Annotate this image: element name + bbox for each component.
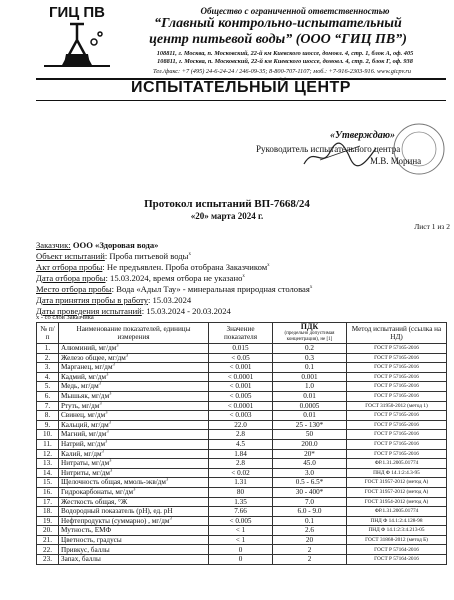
address-line2: 108811, г. Москва, п. Московский, 22-й км Киевского шоссе, домовл. 4, стр. 2, блок Г, оф. 938 — [157, 58, 413, 65]
unit-exponent: 3 — [105, 409, 108, 415]
table-row — [37, 353, 447, 363]
indicator-name — [59, 516, 209, 526]
footnote-mark: х — [242, 274, 245, 280]
unit-exponent: 3 — [108, 419, 111, 425]
row-number: 17. — [37, 497, 59, 507]
test-method: ГОСТ 31950-2012 (метод 1) — [347, 401, 447, 411]
row-number: 22. — [37, 545, 59, 555]
table-row — [37, 478, 447, 488]
test-method: ГОСТ Р 57165-2016 — [347, 391, 447, 401]
indicator-text: Цветность, градусы — [61, 535, 122, 544]
measured-value: 4.5 — [209, 439, 273, 449]
indicator-name — [59, 344, 209, 354]
row-number: 6. — [37, 391, 59, 401]
indicator-name — [59, 487, 209, 497]
row-number: 15. — [37, 478, 59, 488]
indicator-name — [59, 382, 209, 392]
indicator-name — [59, 555, 209, 565]
table-row — [37, 526, 447, 536]
unit-exponent: 3 — [165, 477, 169, 483]
row-number: 16. — [37, 487, 59, 497]
indicator-name — [59, 411, 209, 421]
test-method: ПНД Ф 14.1:2:4.3-95 — [347, 468, 447, 478]
measured-value: < 0.05 — [209, 353, 273, 363]
table-row — [37, 545, 447, 555]
pdk-value: 7.0 — [273, 497, 347, 507]
measured-value: 1.84 — [209, 449, 273, 459]
indicator-text: Магний, мг/дм — [61, 430, 107, 439]
unit-exponent: 3 — [98, 381, 101, 387]
indicator-name — [59, 535, 209, 545]
measured-value: < 0.005 — [209, 391, 273, 401]
center-title: ИСПЫТАТЕЛЬНЫЙ ЦЕНТР — [131, 79, 351, 96]
pdk-value: 0.1 — [273, 363, 347, 373]
table-row — [37, 468, 447, 478]
indicator-name — [59, 420, 209, 430]
approve-label: «Утверждаю» — [330, 130, 396, 141]
indicator-text: Водородный показатель (pH), ед. pH — [61, 507, 173, 516]
indicator-name — [59, 497, 209, 507]
indicator-text: Мутность, ЕМФ — [61, 526, 112, 535]
table-row — [37, 411, 447, 421]
test-method: ФР.1.31.2005.01774 — [347, 459, 447, 469]
indicator-text: Гидрокарбонаты, мг/дм — [61, 488, 134, 496]
table-row — [37, 449, 447, 459]
indicator-name — [59, 353, 209, 363]
logo-text: ГИЦ ПВ — [48, 4, 106, 21]
info-value: : Проба питьевой воды — [104, 251, 189, 261]
info-value: : Вода «Адыл Тау» - минеральная природная столовая — [111, 284, 310, 294]
indicator-name — [59, 430, 209, 440]
info-label: Место отбора пробы — [36, 284, 112, 294]
row-number: 14. — [37, 468, 59, 478]
indicator-text: Марганец, мг/дм — [61, 363, 113, 372]
col-header-num: № п/п — [37, 323, 59, 344]
table-row — [37, 555, 447, 565]
pdk-value: 3.0 — [273, 468, 347, 478]
test-method: ФР.1.31.2005.01774 — [347, 507, 447, 517]
indicator-text: Нефтепродукты (суммарно) , мг/дм — [61, 516, 170, 525]
unit-exponent: 3 — [112, 361, 115, 367]
measured-value: < 0.0001 — [209, 372, 273, 382]
info-line — [36, 284, 312, 294]
indicator-text: Свинец, мг/дм — [61, 411, 106, 420]
footnote-mark: х — [267, 263, 270, 269]
org-name-line2: центр питьевой воды” (ООО “ГИЦ ПВ”) — [149, 32, 407, 47]
test-method: ГОСТ Р 57164-2016 — [347, 545, 447, 555]
row-number: 12. — [37, 449, 59, 459]
table-row — [37, 382, 447, 392]
info-line — [36, 273, 245, 283]
row-number: 2. — [37, 353, 59, 363]
pdk-subtitle-text: (предельно допустимая концентрация), не — [284, 331, 335, 342]
pdk-value: 30 - 400* — [273, 487, 347, 497]
measured-value: < 0.005 — [209, 516, 273, 526]
test-method: ПНД Ф 14.1:2:4.128-98 — [347, 516, 447, 526]
pdk-value: 2 — [273, 555, 347, 565]
measured-value: 80 — [209, 487, 273, 497]
row-number: 3. — [37, 363, 59, 373]
results-table — [36, 322, 447, 565]
measured-value: < 1 — [209, 526, 273, 536]
measured-value: < 0.02 — [209, 468, 273, 478]
footnote: х - со слов Заказчика — [36, 314, 94, 321]
unit-exponent: 3 — [109, 457, 112, 463]
pdk-value: 0.01 — [273, 391, 347, 401]
pdk-value: 0.2 — [273, 344, 347, 354]
test-method: ГОСТ Р 57165-2016 — [347, 353, 447, 363]
info-line — [36, 295, 191, 305]
test-method: ГОСТ Р 57164-2016 — [347, 555, 447, 565]
test-method: ГОСТ Р 57165-2016 — [347, 430, 447, 440]
pdk-value: 0.5 - 6.5* — [273, 478, 347, 488]
pdk-value: 0.001 — [273, 372, 347, 382]
table-row — [37, 420, 447, 430]
indicator-name — [59, 372, 209, 382]
row-number: 18. — [37, 507, 59, 517]
indicator-text: Нитраты, мг/дм — [61, 459, 110, 468]
unit-exponent: 3 — [169, 515, 172, 521]
pdk-value: 0.0005 — [273, 401, 347, 411]
pdk-value: 2.6 — [273, 526, 347, 536]
protocol-date: «20» марта 2024 г. — [190, 211, 264, 221]
address-line1: 108811, г. Москва, п. Московский, 22-й км Киевского шоссе, домовл. 4, стр. 1, блок А, оф. 405 — [156, 50, 414, 57]
pdk-value: 1.0 — [273, 382, 347, 392]
test-method: ГОСТ Р 57165-2016 — [347, 420, 447, 430]
info-label: Объект испытаний — [36, 251, 105, 261]
row-number: 4. — [37, 372, 59, 382]
table-row — [37, 459, 447, 469]
measured-value: < 0.001 — [209, 363, 273, 373]
info-value: : Не предъявлен. Проба отобрана Заказчиком — [102, 262, 268, 272]
indicator-name — [59, 507, 209, 517]
row-number: 10. — [37, 430, 59, 440]
pdk-value: 50 — [273, 430, 347, 440]
indicator-text: Кальций, мг/дм — [61, 420, 109, 429]
pdk-value: 6.0 - 9.0 — [273, 507, 347, 517]
title-divider — [36, 100, 446, 101]
indicator-text: Жесткость общая, °Ж — [61, 497, 128, 506]
row-number: 9. — [37, 420, 59, 430]
test-method: ГОСТ Р 57165-2016 — [347, 449, 447, 459]
indicator-text: Калий, мг/дм — [61, 449, 102, 458]
indicator-text: Щелочность общая, ммоль-экв/дм — [61, 478, 166, 487]
test-method: ГОСТ 31957-2012 (метод А) — [347, 478, 447, 488]
measured-value: 0 — [209, 545, 273, 555]
contacts-line: Тел./факс: +7 (495) 24-6-24-24 / 246-09-35; 8-800-707-1107; моб.: +7-916-2303-916. www.gicpv.ru — [152, 68, 412, 75]
table-row — [37, 430, 447, 440]
indicator-text: Железо общее, мг/дм — [61, 353, 126, 362]
measured-value: 0 — [209, 555, 273, 565]
measured-value: < 1 — [209, 535, 273, 545]
table-row — [37, 507, 447, 517]
indicator-name — [59, 439, 209, 449]
indicator-name — [59, 545, 209, 555]
col-header-value: Значение показателя — [209, 323, 273, 344]
col-header-pdk — [273, 323, 347, 344]
indicator-text: Запах, баллы — [61, 555, 101, 564]
protocol-title: Протокол испытаний ВП-7668/24 — [144, 198, 310, 210]
approver-role: Руководитель испытательного центра — [256, 144, 401, 154]
indicator-text: Натрий, мг/дм — [61, 440, 106, 449]
pdk-value: 200.0 — [273, 439, 347, 449]
indicator-name — [59, 391, 209, 401]
pdk-ref: [1] — [326, 337, 333, 342]
unit-exponent: 3 — [125, 352, 129, 358]
measured-value: 2.8 — [209, 430, 273, 440]
pdk-value: 0.1 — [273, 516, 347, 526]
test-method: ГОСТ Р 57165-2016 — [347, 439, 447, 449]
row-number: 19. — [37, 516, 59, 526]
test-method: ПНД Ф 14.1:2:3:4.213-05 — [347, 526, 447, 536]
unit-exponent: 3 — [109, 467, 113, 473]
measured-value: 22.0 — [209, 420, 273, 430]
table-row — [37, 487, 447, 497]
row-number: 21. — [37, 535, 59, 545]
measured-value: < 0.001 — [209, 382, 273, 392]
indicator-name — [59, 459, 209, 469]
pdk-value: 0.01 — [273, 411, 347, 421]
unit-exponent: 3 — [106, 371, 109, 377]
indicator-name — [59, 363, 209, 373]
info-value: : 15.03.2024 - 20.03.2024 — [141, 306, 231, 316]
indicator-text: Нитриты, мг/дм — [61, 468, 110, 477]
row-number: 11. — [37, 439, 59, 449]
signature — [300, 140, 380, 170]
row-number: 7. — [37, 401, 59, 411]
test-method: ГОСТ Р 57165-2016 — [347, 382, 447, 392]
table-row — [37, 401, 447, 411]
info-label: Дата принятия пробы в работу — [36, 295, 148, 305]
indicator-name — [59, 449, 209, 459]
info-line — [36, 262, 270, 272]
measured-value: 0.015 — [209, 344, 273, 354]
sheet-number: Лист 1 из 2 — [414, 222, 450, 231]
test-method: ГОСТ 31868-2012 (метод Б) — [347, 535, 447, 545]
table-row — [37, 391, 447, 401]
measured-value: 2.8 — [209, 459, 273, 469]
info-line — [36, 251, 191, 261]
info-label: Акт отбора пробы — [36, 262, 103, 272]
table-header-row — [37, 323, 447, 344]
measured-value: 7.66 — [209, 507, 273, 517]
info-value: : 15.03.2024 — [147, 295, 192, 305]
measured-value: 1.31 — [209, 478, 273, 488]
unit-exponent: 3 — [109, 390, 112, 396]
col-header-name: Наименование показателей, единицы измерения — [59, 323, 209, 344]
info-value: ООО «Здоровая вода» — [70, 240, 159, 250]
test-method: ГОСТ 31957-2012 (метод А) — [347, 487, 447, 497]
indicator-text: Медь, мг/дм — [61, 382, 99, 391]
approver-name: М.В. Морина — [370, 156, 422, 166]
col-header-method: Метод испытаний (ссылка на НД) — [347, 323, 447, 344]
info-label: Заказчик: — [36, 240, 71, 250]
row-number: 1. — [37, 344, 59, 354]
row-number: 20. — [37, 526, 59, 536]
info-label: Дата отбора пробы — [36, 273, 106, 283]
measured-value: < 0.003 — [209, 411, 273, 421]
indicator-name — [59, 468, 209, 478]
table-row — [37, 497, 447, 507]
row-number: 5. — [37, 382, 59, 392]
table-row — [37, 516, 447, 526]
pdk-title: ПДК — [300, 322, 319, 331]
info-line — [36, 240, 158, 250]
indicator-text: Кадмий, мг/дм — [61, 372, 107, 381]
pdk-value: 2 — [273, 545, 347, 555]
indicator-text: Ртуть, мг/дм — [61, 401, 100, 410]
unit-exponent: 3 — [133, 486, 136, 492]
test-method: ГОСТ Р 57165-2016 — [347, 344, 447, 354]
pdk-value: 20 — [273, 535, 347, 545]
measured-value: 1.35 — [209, 497, 273, 507]
pdk-value: 20* — [273, 449, 347, 459]
indicator-text: Мышьяк, мг/дм — [61, 392, 110, 401]
footnote-mark: х — [309, 285, 313, 291]
pdk-value: 25 - 130* — [273, 420, 347, 430]
indicator-name — [59, 401, 209, 411]
org-name-line1: “Главный контрольно-испытательный — [154, 16, 402, 31]
table-row — [37, 344, 447, 354]
footnote-mark: х — [188, 252, 191, 258]
info-value: : 15.03.2024, время отбора не указано — [105, 273, 243, 283]
test-method: ГОСТ 31954-2012 (метод А) — [347, 497, 447, 507]
unit-exponent: 3 — [99, 400, 102, 406]
table-row — [37, 535, 447, 545]
table-row — [37, 439, 447, 449]
measured-value: < 0.0001 — [209, 401, 273, 411]
pdk-value: 0.3 — [273, 353, 347, 363]
row-number: 13. — [37, 459, 59, 469]
indicator-text: Алюминий, мг/дм — [61, 344, 117, 353]
test-method: ГОСТ Р 57165-2016 — [347, 363, 447, 373]
org-type: Общество с ограниченной ответственностью — [200, 6, 390, 16]
indicator-text: Привкус, баллы — [61, 545, 110, 554]
table-row — [37, 363, 447, 373]
unit-exponent: 3 — [101, 448, 104, 454]
indicator-name — [59, 526, 209, 536]
test-method: ГОСТ Р 57165-2016 — [347, 411, 447, 421]
row-number: 8. — [37, 411, 59, 421]
unit-exponent: 3 — [105, 438, 108, 444]
test-method: ГОСТ Р 57165-2016 — [347, 372, 447, 382]
pdk-subtitle — [275, 331, 344, 343]
unit-exponent: 3 — [116, 342, 119, 348]
row-number: 23. — [37, 555, 59, 565]
info-label: Даты проведения испытаний — [36, 306, 142, 316]
unit-exponent: 3 — [106, 429, 109, 435]
pdk-value: 45.0 — [273, 459, 347, 469]
